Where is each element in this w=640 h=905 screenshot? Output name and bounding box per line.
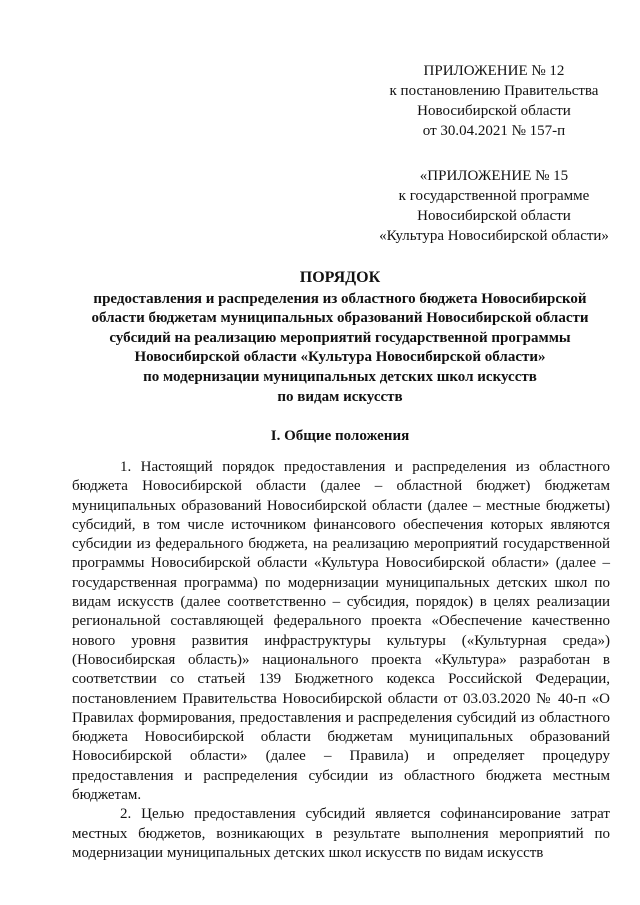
title-line1: предоставления и распределения из областного бюджета Новосибирской	[93, 290, 587, 307]
paragraph-1: 1. Настоящий порядок предоставления и распределения из областного бюджета Новосибирской области (далее – областной бюджет) бюджетам муниципальных образований Новосибирской области (далее – местные бюджеты) субсидий, в том числе источником финансового обеспечения которых являются субсидии из федерального бюджета, на реализацию мероприятий государственной программы Новосибирской области «Культура Новосибирской области» (далее – государственная программа) по модернизации муниципальных детских школ по видам искусств (далее соответственно – субсидия, порядок) в целях реализации региональной составляющей федерального проекта «Обеспечение качественно нового уровня развития инфраструктуры культуры («Культурная среда») (Новосибирская область)» национального проекта «Культура» разработан в соответствии со статьей 139 Бюджетного кодекса Российской Федерации, постановлением Правительства Новосибирской области от 03.03.2020 № 40-п «О Правилах формирования, предоставления и распределения субсидий из областного бюджета Новосибирской области бюджетам муниципальных образований Новосибирской области» (далее – Правила) и определяет процедуру предоставления и распределения субсидии из областного бюджета местным бюджетам.	[72, 459, 610, 804]
title-line2: области бюджетам муниципальных образований Новосибирской области	[91, 310, 589, 327]
title-line3: субсидий на реализацию мероприятий государственной программы	[109, 329, 571, 346]
appendix-original-line2: к государственной программе	[398, 188, 590, 204]
document-title	[70, 268, 610, 407]
appendix-current-line3: Новосибирской области	[417, 103, 571, 119]
appendix-current-header	[388, 61, 600, 141]
appendix-original-line3: Новосибирской области	[417, 208, 571, 224]
appendix-current-line1: ПРИЛОЖЕНИЕ № 12	[423, 63, 565, 79]
appendix-current-line4: от 30.04.2021 № 157-п	[422, 123, 566, 139]
appendix-original-line1: «ПРИЛОЖЕНИЕ № 15	[419, 168, 569, 184]
paragraph-2: 2. Целью предоставления субсидий является софинансирование затрат местных бюджетов, возникающих в результате выполнения мероприятий по модернизации муниципальных детских школ искусств по видам искусств	[72, 806, 610, 861]
document-body	[72, 458, 610, 863]
appendix-original-line4: «Культура Новосибирской области»	[379, 228, 609, 244]
appendix-current-line2: к постановлению Правительства	[389, 83, 599, 99]
title-line4: Новосибирской области «Культура Новосибирской области»	[134, 349, 546, 366]
title-line5: по модернизации муниципальных детских школ искусств	[143, 368, 537, 385]
title-main: ПОРЯДОК	[299, 269, 381, 286]
title-line6: по видам искусств	[277, 388, 403, 405]
appendix-original-header	[368, 166, 620, 246]
section-heading: I. Общие положения	[270, 428, 410, 444]
